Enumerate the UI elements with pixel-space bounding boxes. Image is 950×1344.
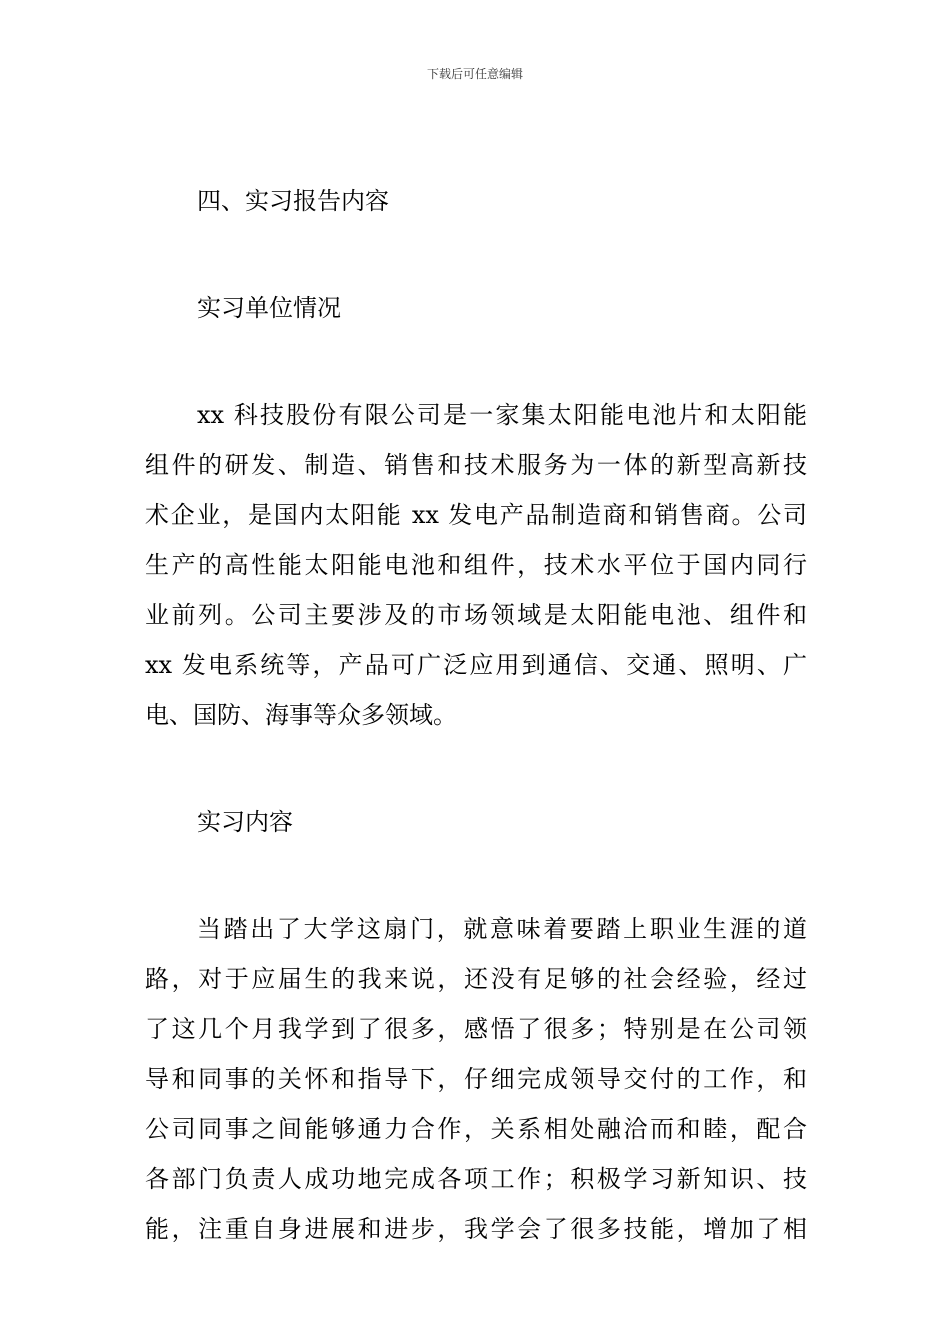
paragraph-line: 当踏出了大学这扇门，就意味着要踏上职业生涯的道 [197,915,807,943]
paragraph-line: xx 发电系统等，产品可广泛应用到通信、交通、照明、广 [145,651,807,679]
paragraph-line: 生产的高性能太阳能电池和组件，技术水平位于国内同行 [145,551,807,579]
paragraph-internship-content [145,904,807,1254]
paragraph-line: 导和同事的关怀和指导下，仔细完成领导交付的工作，和 [145,1065,807,1093]
paragraph-line: 电、国防、海事等众多领域。 [145,701,457,729]
paragraph-line: 了这几个月我学到了很多，感悟了很多；特别是在公司领 [145,1015,807,1043]
sub-heading-company: 实习单位情况 [197,294,341,322]
paragraph-line: 能，注重自身进展和进步，我学会了很多技能，增加了相 [145,1215,807,1243]
header-note: 下载后可任意编辑 [426,67,523,81]
paragraph-line: 公司同事之间能够通力合作，关系相处融洽而和睦，配合 [145,1115,807,1143]
paragraph-line: xx 科技股份有限公司是一家集太阳能电池片和太阳能 [197,401,807,429]
paragraph-line: 术企业，是国内太阳能 xx 发电产品制造商和销售商。公司 [145,501,807,529]
paragraph-company-intro [145,390,807,740]
paragraph-line: 组件的研发、制造、销售和技术服务为一体的新型高新技 [145,451,807,479]
section-heading: 四、实习报告内容 [197,187,389,215]
paragraph-line: 业前列。公司主要涉及的市场领域是太阳能电池、组件和 [145,601,807,629]
paragraph-line: 路，对于应届生的我来说，还没有足够的社会经验，经过 [145,965,807,993]
paragraph-line: 各部门负责人成功地完成各项工作；积极学习新知识、技 [145,1165,807,1193]
sub-heading-content: 实习内容 [197,808,293,836]
document-body [145,176,807,1254]
